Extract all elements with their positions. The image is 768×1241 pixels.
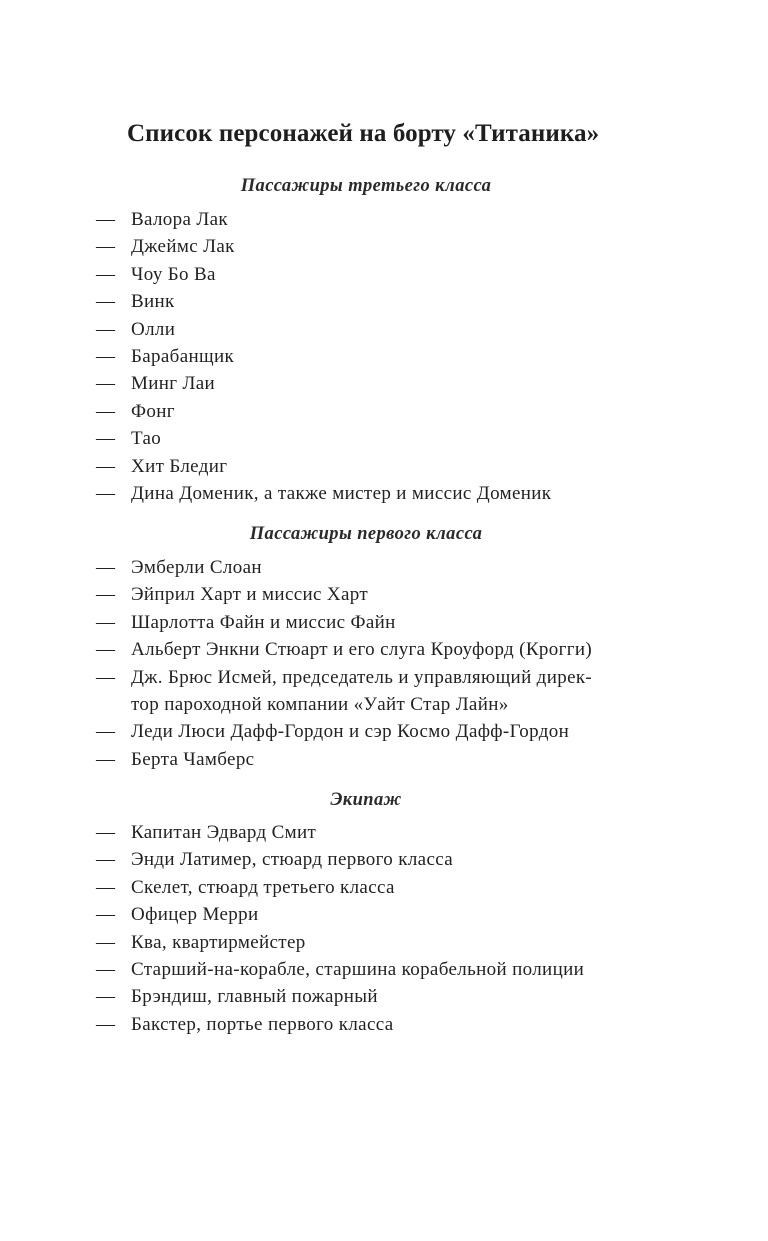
dash-marker: — [96,666,116,688]
character-name: Винк [131,291,175,313]
dash-marker: — [96,822,116,843]
list-item [96,874,656,901]
character-name: Бакстер, портье первого класса [131,1013,394,1035]
dash-marker: — [96,263,116,285]
dash-marker: — [96,209,116,230]
character-name: Тао [131,428,162,450]
character-name: Минг Лаи [131,373,216,395]
dash-marker: — [96,236,116,258]
list-item [96,233,656,260]
dash-marker: — [96,1013,116,1035]
character-name: Берта Чамберс [131,748,255,770]
page-title: Список персонажей на борту «Титаника» [127,120,600,147]
list-item [96,636,656,663]
dash-marker: — [96,400,116,422]
dash-marker: — [96,904,116,926]
list-item [96,609,656,636]
section-heading-first-class: Пассажиры первого класса [249,524,483,544]
dash-marker: — [96,584,116,606]
character-name: Дж. Брюс Исмей, председатель и управляющий дирек- [131,666,593,688]
list-item [96,983,656,1010]
list-item [96,929,656,956]
list-item [96,1011,656,1038]
section-heading-third-class: Пассажиры третьего класса [240,176,492,196]
dash-marker: — [96,483,116,505]
list-item [96,343,656,370]
list-item [96,664,656,719]
character-name: Энди Латимер, стюард первого класса [131,849,454,871]
dash-marker: — [96,318,116,340]
character-name: Брэндиш, главный пожарный [131,986,378,1008]
list-item [96,206,656,233]
character-name: Капитан Эдвард Смит [131,822,317,843]
character-name: Альберт Энкни Стюарт и его слуга Кроуфорд (Крогги) [131,639,593,661]
list-item [96,554,656,581]
character-name: Ква, квартирмейстер [131,931,306,953]
dash-marker: — [96,291,116,313]
character-name: Эмберли Слоан [131,557,262,578]
character-name: Олли [131,318,176,340]
dash-marker: — [96,373,116,395]
section-heading-crew: Экипаж [330,790,402,810]
first-class-list [96,554,656,773]
list-item [96,480,656,507]
third-class-list [96,206,656,507]
list-item [96,819,656,846]
dash-marker: — [96,611,116,633]
character-name: Леди Люси Дафф-Гордон и сэр Космо Дафф-Гордон [131,721,570,743]
dash-marker: — [96,346,116,368]
character-name: Дина Доменик, а также мистер и миссис Доменик [131,483,552,505]
list-item [96,901,656,928]
list-item [96,316,656,343]
list-item [96,718,656,745]
character-name: Барабанщик [131,346,235,368]
character-name: Джеймс Лак [131,236,235,258]
character-name-continuation: тор пароходной компании «Уайт Стар Лайн» [131,694,509,716]
character-name: Чоу Бо Ва [131,263,216,285]
character-name: Старший-на-корабле, старшина корабельной полиции [131,959,585,981]
character-name: Валора Лак [131,209,228,230]
dash-marker: — [96,721,116,743]
list-item [96,581,656,608]
dash-marker: — [96,849,116,871]
list-item [96,453,656,480]
dash-marker: — [96,639,116,661]
dash-marker: — [96,428,116,450]
character-name: Скелет, стюард третьего класса [131,876,395,898]
dash-marker: — [96,986,116,1008]
character-name: Фонг [131,400,175,422]
list-item [96,746,656,773]
list-item [96,398,656,425]
list-item [96,956,656,983]
list-item [96,288,656,315]
list-item [96,425,656,452]
character-name: Офицер Мерри [131,904,259,926]
dash-marker: — [96,931,116,953]
dash-marker: — [96,455,116,477]
character-name: Шарлотта Файн и миссис Файн [131,611,396,633]
dash-marker: — [96,959,116,981]
list-item [96,846,656,873]
dash-marker: — [96,557,116,578]
dash-marker: — [96,876,116,898]
character-name: Эйприл Харт и миссис Харт [131,584,369,606]
character-name: Хит Бледиг [131,455,228,477]
dash-marker: — [96,748,116,770]
crew-list [96,819,656,1038]
list-item [96,370,656,397]
list-item [96,261,656,288]
